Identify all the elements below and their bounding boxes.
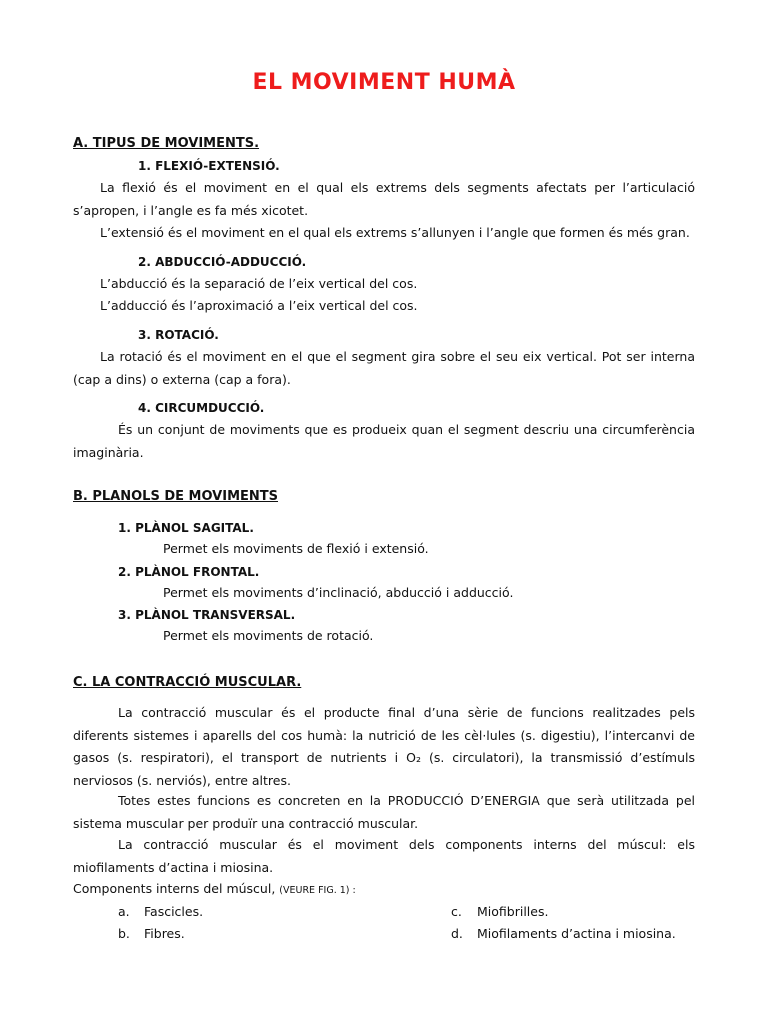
subheading-planol-frontal: 2. PLÀNOL FRONTAL. [118,565,260,579]
list-text: Miofibrilles. [477,904,549,919]
list-item [451,904,548,919]
text-planol-frontal: Permet els moviments d’inclinació, abducció i adducció. [163,585,514,600]
paragraph-adduccio: L’adducció és l’aproximació a l’eix vertical del cos. [100,298,418,313]
figure-reference: (VEURE FIG. 1) : [279,885,356,896]
list-item [118,904,203,919]
list-marker: d. [451,926,463,941]
subheading-abduccio-adduccio: 2. ABDUCCIÓ-ADDUCCIÓ. [138,255,307,269]
document-title: EL MOVIMENT HUMÀ [252,70,516,95]
section-c-heading: C. LA CONTRACCIÓ MUSCULAR. [73,675,302,690]
list-text: Miofilaments d’actina i miosina. [477,926,676,941]
paragraph-circumduccio: És un conjunt de moviments que es produeix quan el segment descriu una circumferència imaginària. [73,422,695,460]
paragraph-flexio: La flexió és el moviment en el qual els extrems dels segments afectats per l’articulació s’apropen, i l’angle es fa més xicotet. [73,180,695,218]
paragraph-contraccio-2: Totes estes funcions es concreten en la PRODUCCIÓ D’ENERGIA que serà utilitzada pel sistema muscular per produïr una contracció muscular. [73,793,695,831]
section-a-heading: A. TIPUS DE MOVIMENTS. [73,136,260,151]
list-text: Fibres. [144,926,185,941]
list-marker: c. [451,904,462,919]
list-item [118,926,185,941]
subheading-rotacio: 3. ROTACIÓ. [138,328,219,342]
list-marker: a. [118,904,130,919]
section-b-heading: B. PLANOLS DE MOVIMENTS [73,489,279,504]
list-item [451,926,676,941]
paragraph-contraccio-1: La contracció muscular és el producte final d’una sèrie de funcions realitzades pels diferents sistemes i aparells del cos humà: la nutrició de les cèl·lules (s. digestiu), l’intercanvi de gasos (s. respiratori), el transport de nutrients i O₂ (s. circulatori), la transmissió d’estímuls nerviosos (s. nerviós), entre altres. [73,705,695,788]
list-marker: b. [118,926,130,941]
subheading-planol-transversal: 3. PLÀNOL TRANSVERSAL. [118,608,296,622]
components-line [73,878,356,902]
paragraph-extensio: L’extensió és el moviment en el qual els extrems s’allunyen i l’angle que formen és més gran. [100,225,690,240]
subheading-planol-sagital: 1. PLÀNOL SAGITAL. [118,521,254,535]
subheading-flexio-extensio: 1. FLEXIÓ-EXTENSIÓ. [138,159,280,173]
subheading-circumduccio: 4. CIRCUMDUCCIÓ. [138,401,265,415]
paragraph-abduccio: L’abducció és la separació de l’eix vertical del cos. [100,276,418,291]
text-planol-sagital: Permet els moviments de flexió i extensió. [163,541,429,556]
paragraph-rotacio: La rotació és el moviment en el que el segment gira sobre el seu eix vertical. Pot ser interna (cap a dins) o externa (cap a fora). [73,349,695,387]
text-planol-transversal: Permet els moviments de rotació. [163,628,374,643]
paragraph-contraccio-3: La contracció muscular és el moviment dels components interns del múscul: els miofilaments d’actina i miosina. [73,837,695,875]
list-text: Fascicles. [144,904,204,919]
components-label: Components interns del múscul, [73,881,276,896]
